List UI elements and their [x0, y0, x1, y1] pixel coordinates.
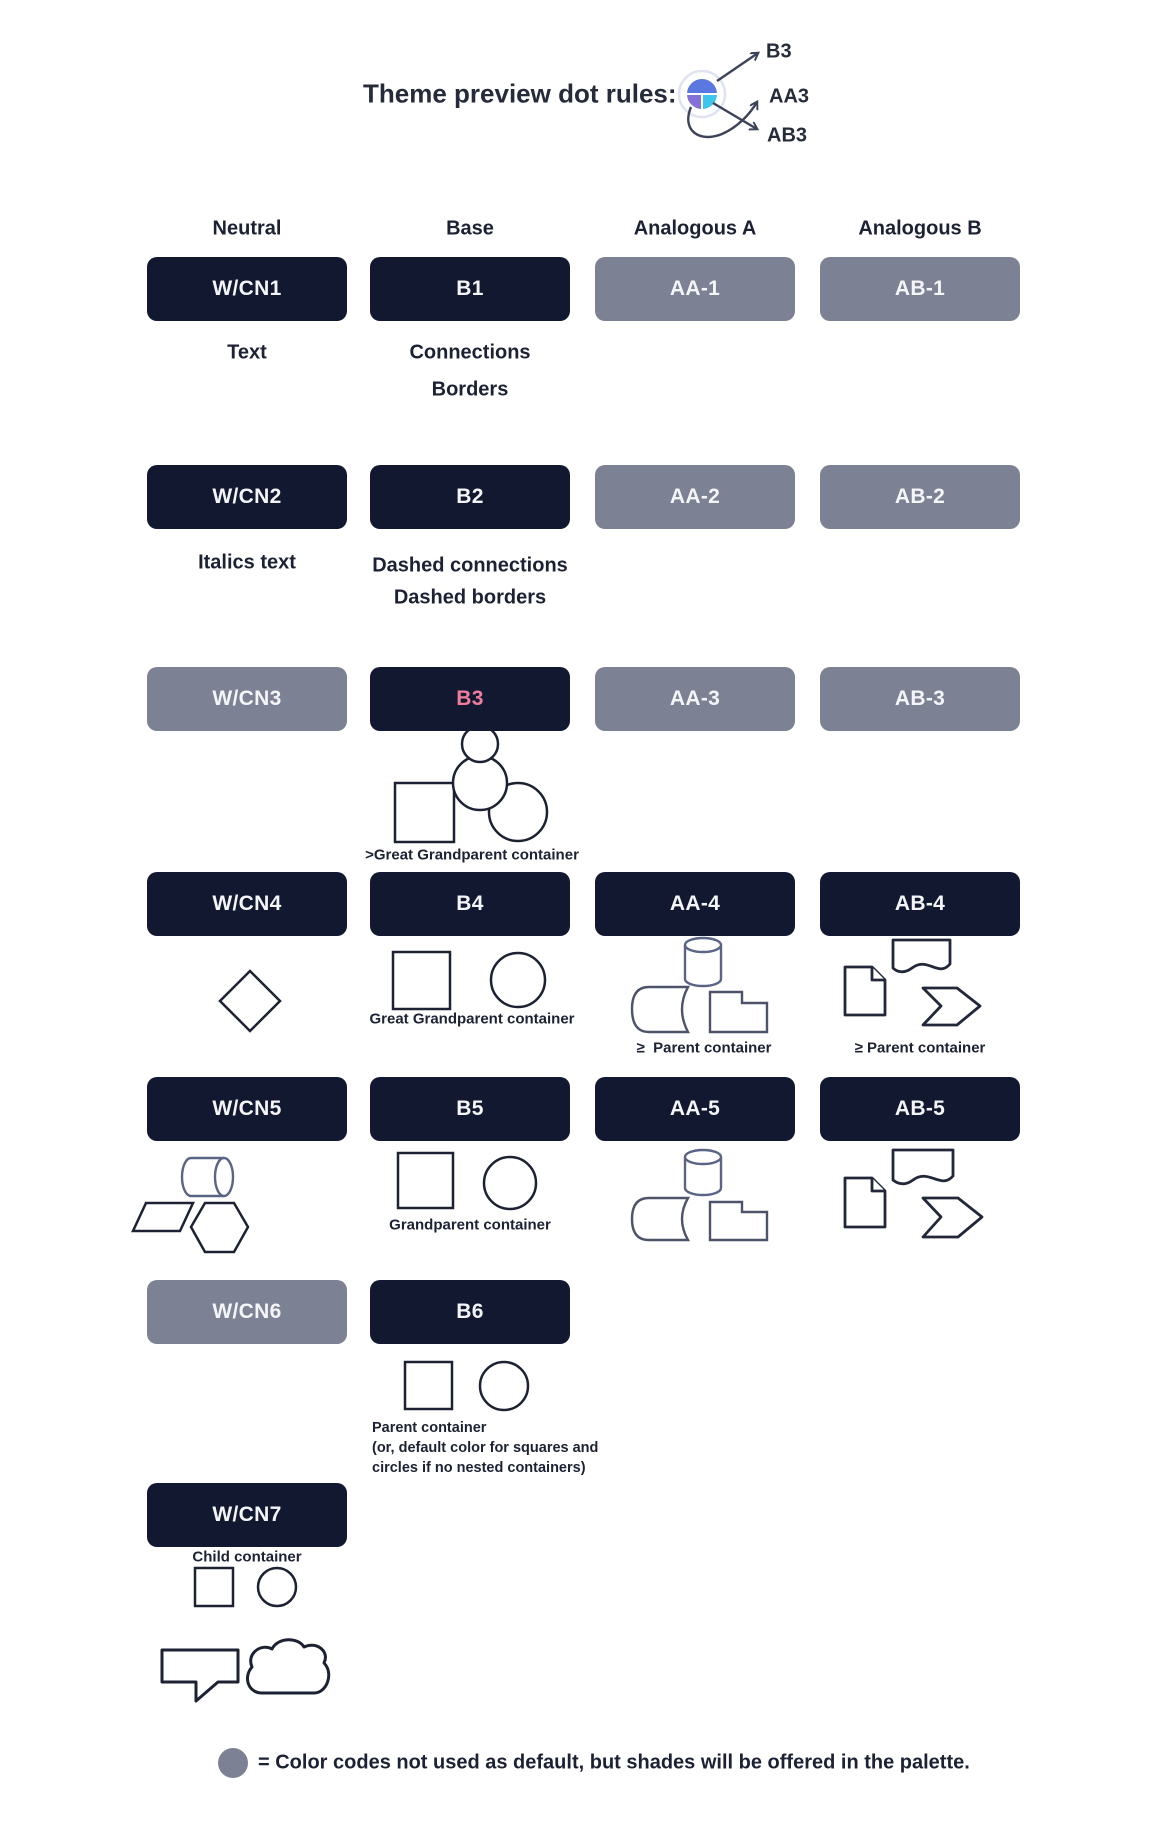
caption-b3: >Great Grandparent container	[365, 846, 579, 864]
swatch-wcn2: W/CN2	[147, 465, 347, 529]
swatch-wcn5: W/CN5	[147, 1077, 347, 1141]
aa4-cylinder-stored-data-shapes	[632, 938, 767, 1032]
dot-rule-label-aa3: AA3	[769, 85, 810, 108]
speech-bubble-icon	[162, 1650, 238, 1701]
swatch-aa3: AA-3	[595, 667, 795, 731]
dot-rule-label-b3: B3	[766, 40, 792, 63]
column-header-base: Base	[446, 217, 494, 240]
swatch-ab1: AB-1	[820, 257, 1020, 321]
dot-rule-label-ab3: AB3	[767, 124, 808, 147]
legend-dot-icon	[218, 1748, 248, 1778]
annotation-text: Text	[227, 341, 267, 364]
column-header-analogous-a: Analogous A	[633, 217, 757, 240]
annotation-dashed-connections: Dashed connections	[372, 554, 568, 577]
caption-b5: Grandparent container	[389, 1216, 551, 1234]
swatch-wcn1: W/CN1	[147, 257, 347, 321]
swatch-b1: B1	[370, 257, 570, 321]
aa5-cylinder-stored-data-shapes	[632, 1150, 767, 1240]
column-header-analogous-b: Analogous B	[858, 217, 982, 240]
caption-b4: Great Grandparent container	[369, 1010, 575, 1028]
swatch-ab4: AB-4	[820, 872, 1020, 936]
b3-person-square-circle-shapes	[395, 726, 547, 842]
swatch-b5: B5	[370, 1077, 570, 1141]
caption-b6-line3: circles if no nested containers)	[372, 1460, 586, 1476]
swatch-ab2: AB-2	[820, 465, 1020, 529]
ab5-document-flag-chevron-shapes	[845, 1150, 982, 1237]
b5-square-circle-shapes	[398, 1153, 536, 1209]
legend-text: = Color codes not used as default, but shades will be offered in the palette.	[258, 1751, 970, 1774]
swatch-aa5: AA-5	[595, 1077, 795, 1141]
caption-b6-line2: (or, default color for squares and	[372, 1440, 599, 1456]
swatch-aa1: AA-1	[595, 257, 795, 321]
swatch-wcn7: W/CN7	[147, 1483, 347, 1547]
theme-preview-dot-icon	[679, 71, 725, 117]
swatch-aa2: AA-2	[595, 465, 795, 529]
b6-square-circle-shapes	[405, 1362, 528, 1410]
column-header-neutral: Neutral	[212, 217, 282, 240]
swatch-b6: B6	[370, 1280, 570, 1344]
page-title: Theme preview dot rules:	[363, 78, 677, 109]
wcn4-diamond-icon	[220, 971, 280, 1031]
swatch-b3: B3	[370, 667, 570, 731]
annotation-borders: Borders	[431, 378, 509, 401]
swatch-b4: B4	[370, 872, 570, 936]
annotation-connections: Connections	[409, 341, 531, 364]
wcn5-cylinder-parallelogram-hexagon-shapes	[133, 1158, 248, 1252]
caption-ab4: ≥ Parent container	[854, 1039, 986, 1057]
ab4-document-flag-chevron-shapes	[845, 940, 980, 1025]
arrow-to-b3	[717, 53, 758, 81]
swatch-wcn3: W/CN3	[147, 667, 347, 731]
b4-square-circle-shapes	[393, 952, 545, 1009]
caption-b6-line1: Parent container	[372, 1420, 487, 1436]
caption-aa4: ≥ Parent container	[636, 1039, 772, 1057]
annotation-italics-text: Italics text	[198, 551, 296, 574]
cloud-icon	[247, 1640, 328, 1693]
annotation-dashed-borders: Dashed borders	[393, 586, 547, 609]
swatch-aa4: AA-4	[595, 872, 795, 936]
swatch-ab5: AB-5	[820, 1077, 1020, 1141]
swatch-wcn6: W/CN6	[147, 1280, 347, 1344]
wcn7-square-circle-shapes	[195, 1568, 296, 1606]
arrow-to-ab3	[713, 103, 757, 129]
swatch-ab3: AB-3	[820, 667, 1020, 731]
swatch-b2: B2	[370, 465, 570, 529]
caption-wcn7: Child container	[192, 1548, 302, 1566]
swatch-wcn4: W/CN4	[147, 872, 347, 936]
